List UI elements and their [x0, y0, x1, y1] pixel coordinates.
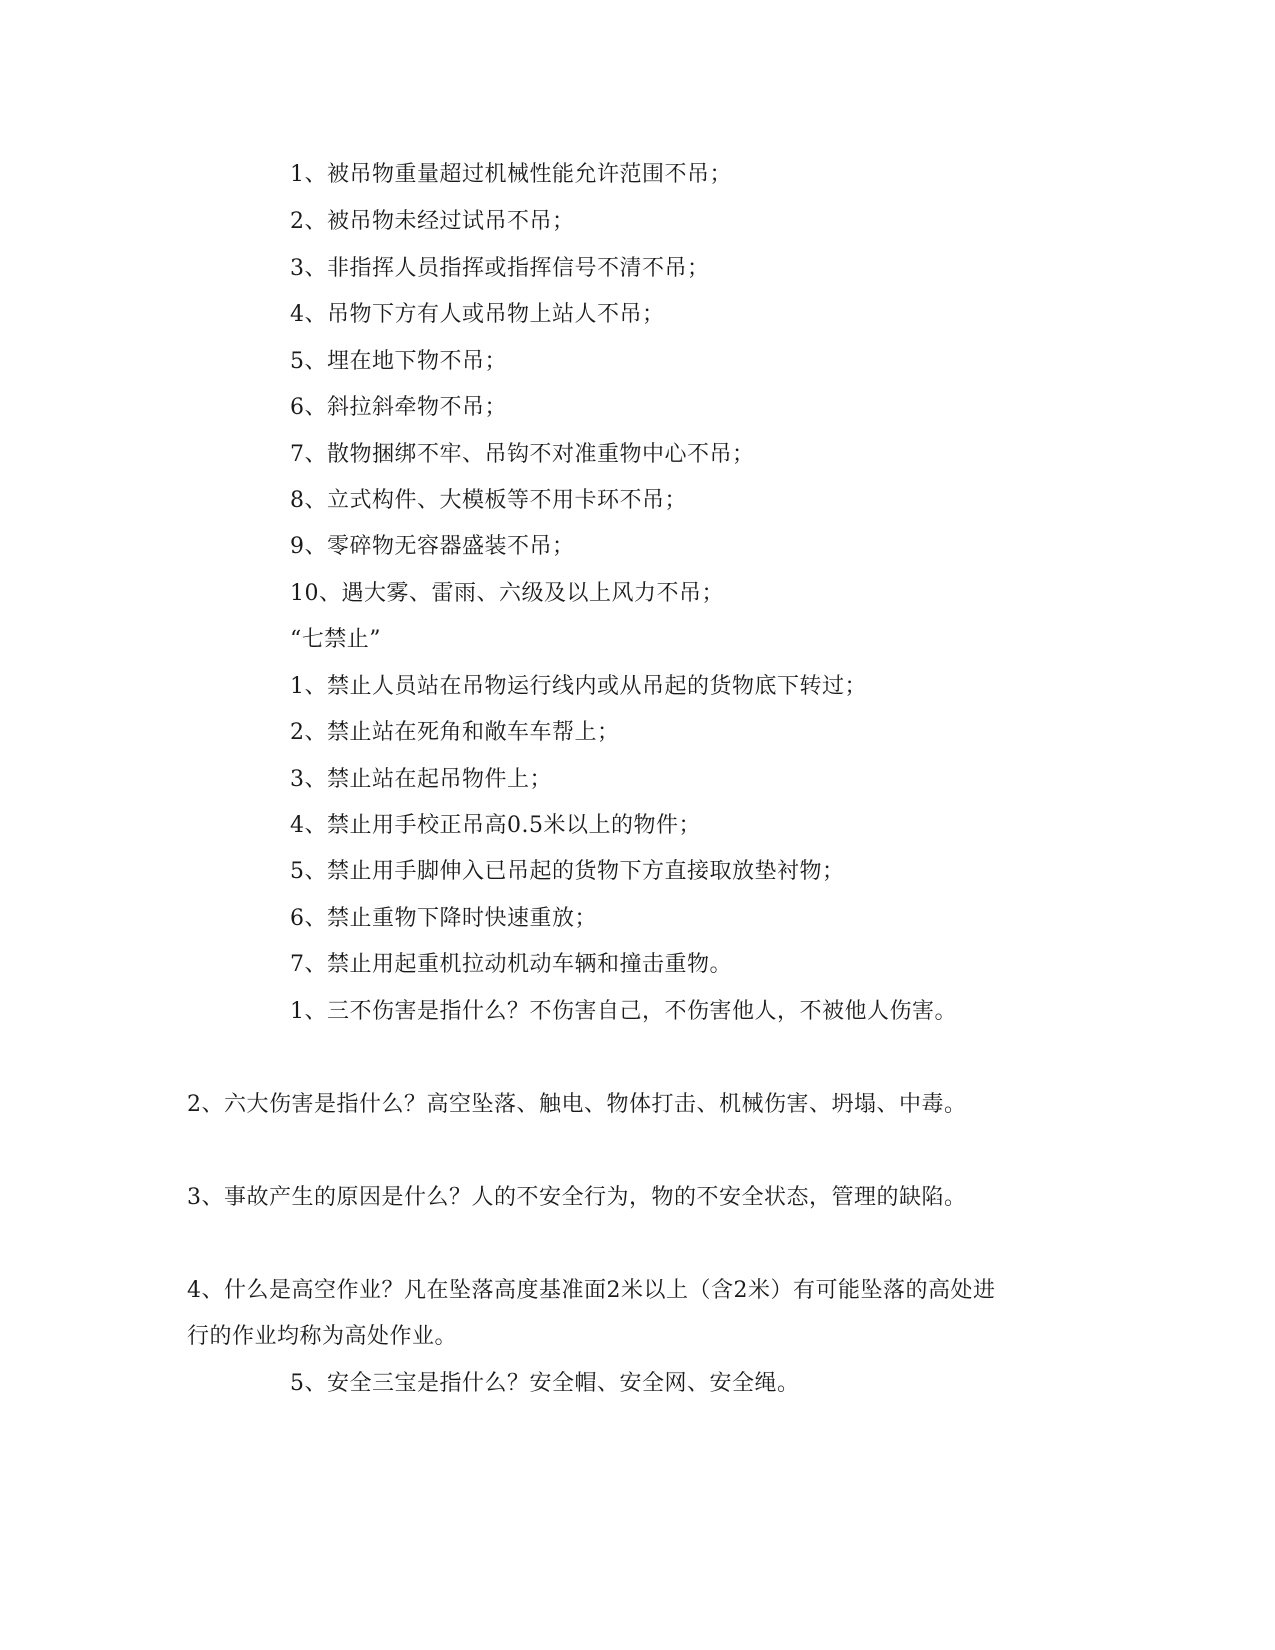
qa-item: 5、安全三宝是指什么？安全帽、安全网、安全绳。 [290, 1371, 800, 1396]
rule-item: 5、埋在地下物不吊； [290, 349, 507, 374]
prohibition-item: 1、禁止人员站在吊物运行线内或从吊起的货物底下转过； [290, 674, 867, 699]
qa-item: 3、事故产生的原因是什么？人的不安全行为，物的不安全状态，管理的缺陷。 [187, 1185, 967, 1210]
rule-item: 4、吊物下方有人或吊物上站人不吊； [290, 302, 665, 327]
prohibition-item: 7、禁止用起重机拉动机动车辆和撞击重物。 [290, 952, 732, 977]
qa-item: 1、三不伤害是指什么？不伤害自己，不伤害他人，不被他人伤害。 [290, 999, 957, 1024]
qa-item: 4、什么是高空作业？凡在坠落高度基准面2米以上（含2米）有可能坠落的高处进 [187, 1278, 996, 1303]
prohibition-item: 6、禁止重物下降时快速重放； [290, 906, 597, 931]
rule-item: 6、斜拉斜牵物不吊； [290, 395, 507, 420]
section-heading: “七禁止” [290, 627, 381, 652]
qa-item: 2、六大伤害是指什么？高空坠落、触电、物体打击、机械伤害、坍塌、中毒。 [187, 1092, 967, 1117]
qa-item-continuation: 行的作业均称为高处作业。 [187, 1324, 458, 1349]
rule-item: 2、被吊物未经过试吊不吊； [290, 209, 575, 234]
prohibition-item: 3、禁止站在起吊物件上； [290, 767, 552, 792]
prohibition-item: 5、禁止用手脚伸入已吊起的货物下方直接取放垫衬物； [290, 859, 845, 884]
prohibition-item: 4、禁止用手校正吊高0.5米以上的物件； [290, 813, 701, 838]
prohibition-item: 2、禁止站在死角和敞车车帮上； [290, 720, 620, 745]
rule-item: 9、零碎物无容器盛装不吊； [290, 534, 575, 559]
rule-item: 8、立式构件、大模板等不用卡环不吊； [290, 488, 687, 513]
rule-item: 3、非指挥人员指挥或指挥信号不清不吊； [290, 256, 710, 281]
rule-item: 7、散物捆绑不牢、吊钩不对准重物中心不吊； [290, 442, 755, 467]
rule-item: 1、被吊物重量超过机械性能允许范围不吊； [290, 162, 732, 187]
rule-item: 10、遇大雾、雷雨、六级及以上风力不吊； [290, 581, 724, 606]
